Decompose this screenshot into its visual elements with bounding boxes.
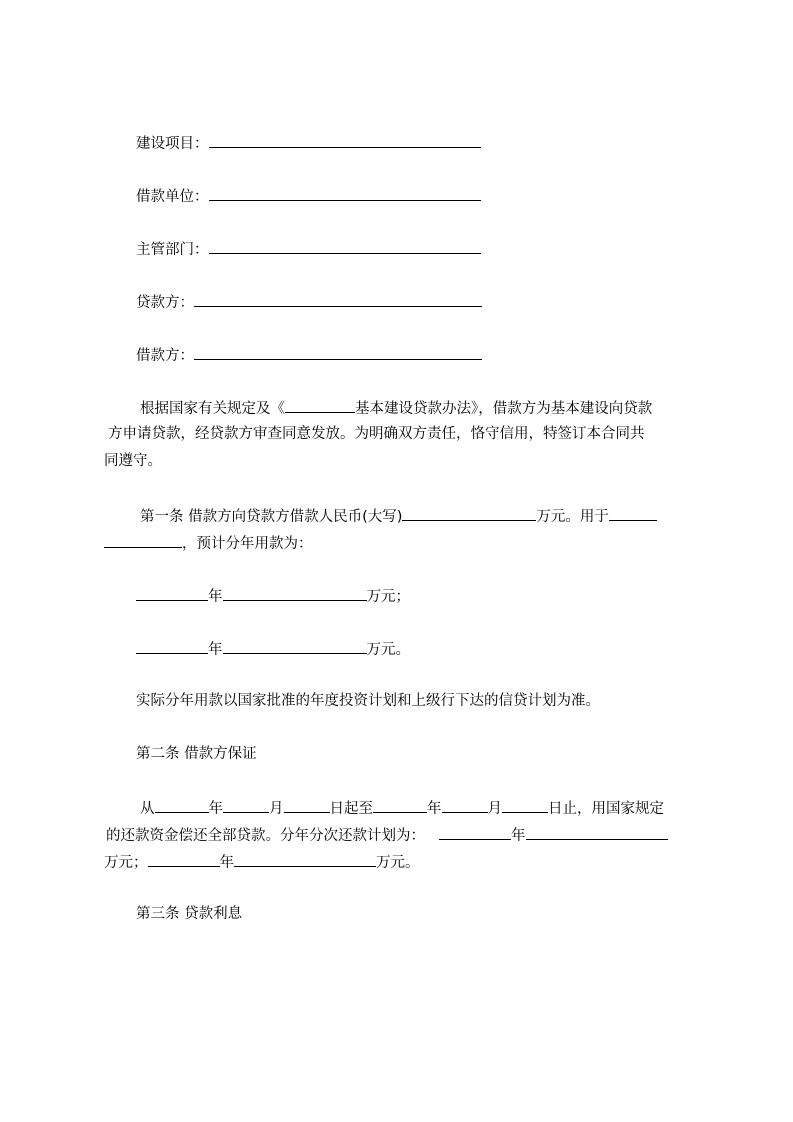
fill-blank[interactable]	[155, 797, 209, 813]
article2-text: 万元；	[104, 855, 148, 871]
article2-text: 日起至	[329, 801, 373, 817]
article2-text: 的还款资金偿还全部贷款。分年分次还款计划为：	[106, 828, 425, 844]
fill-blank[interactable]	[373, 797, 427, 813]
intro-line-2: 方申请贷款，经贷款方审查同意发放。为明确双方责任，恪守信用，特签订本合同共	[108, 426, 645, 442]
article2-line-1	[140, 797, 664, 819]
article2-line-3	[104, 851, 420, 873]
intro-line-3: 同遵守。	[104, 453, 162, 469]
field-label: 主管部门：	[136, 242, 209, 258]
article2-text: 年	[208, 801, 223, 817]
field-supervising-dept	[136, 238, 481, 260]
year-label: 年	[208, 642, 223, 658]
article2-text: 月	[487, 801, 502, 817]
article2-text: 年	[511, 828, 526, 844]
intro-text: 基本建设贷款办法》，借款方为基本建设向贷款	[355, 401, 653, 417]
article3-title: 第三条 贷款利息	[136, 906, 243, 922]
year-label: 年	[208, 589, 223, 605]
field-construction-project	[136, 132, 481, 154]
fill-blank[interactable]	[284, 797, 330, 813]
article2-title: 第二条 借款方保证	[136, 746, 257, 762]
article2-line-2	[106, 824, 668, 846]
fill-blank[interactable]	[209, 132, 481, 148]
fill-blank[interactable]	[209, 185, 481, 201]
fill-blank[interactable]	[194, 291, 482, 307]
article1-note: 实际分年用款以国家批准的年度投资计划和上级行下达的信贷计划为准。	[136, 693, 600, 709]
article2-text: 万元。	[376, 855, 420, 871]
article2-text: 月	[269, 801, 284, 817]
article1-line-2	[104, 532, 313, 554]
fill-blank[interactable]	[442, 797, 488, 813]
fill-blank[interactable]	[194, 344, 482, 360]
amount-label: 万元；	[366, 589, 410, 605]
fill-blank[interactable]	[402, 505, 536, 521]
fill-blank[interactable]	[502, 797, 548, 813]
fill-blank[interactable]	[136, 638, 208, 654]
intro-text: 根据国家有关规定及《	[140, 401, 285, 417]
field-borrower-unit	[136, 185, 481, 207]
article2-text: 年	[427, 801, 442, 817]
fill-blank[interactable]	[223, 585, 367, 601]
article1-text: 万元。用于	[536, 509, 609, 525]
fill-blank[interactable]	[526, 824, 668, 840]
fill-blank[interactable]	[234, 851, 376, 867]
fill-blank[interactable]	[209, 238, 481, 254]
field-label: 借款单位：	[136, 189, 209, 205]
article1-title: 第一条 借款方向贷款方借款人民币(大写)	[140, 509, 403, 525]
fill-blank[interactable]	[609, 505, 657, 521]
field-label: 建设项目：	[136, 136, 209, 152]
fill-blank[interactable]	[148, 851, 220, 867]
article1-line-1	[140, 505, 657, 527]
field-label: 贷款方：	[136, 295, 194, 311]
fill-blank[interactable]	[104, 532, 182, 548]
plan-row	[136, 638, 410, 660]
plan-row	[136, 585, 410, 607]
article1-text: ，预计分年用款为：	[182, 536, 313, 552]
fill-blank[interactable]	[285, 397, 355, 413]
fill-blank[interactable]	[136, 585, 208, 601]
amount-label: 万元。	[366, 642, 410, 658]
article2-text: 日止，用国家规定	[548, 801, 664, 817]
fill-blank[interactable]	[223, 797, 269, 813]
article2-text: 从	[140, 801, 155, 817]
fill-blank[interactable]	[223, 638, 367, 654]
intro-line-1	[140, 397, 652, 419]
field-label: 借款方：	[136, 348, 194, 364]
field-borrower	[136, 344, 482, 366]
article2-text: 年	[219, 855, 234, 871]
field-lender	[136, 291, 482, 313]
fill-blank[interactable]	[439, 824, 511, 840]
